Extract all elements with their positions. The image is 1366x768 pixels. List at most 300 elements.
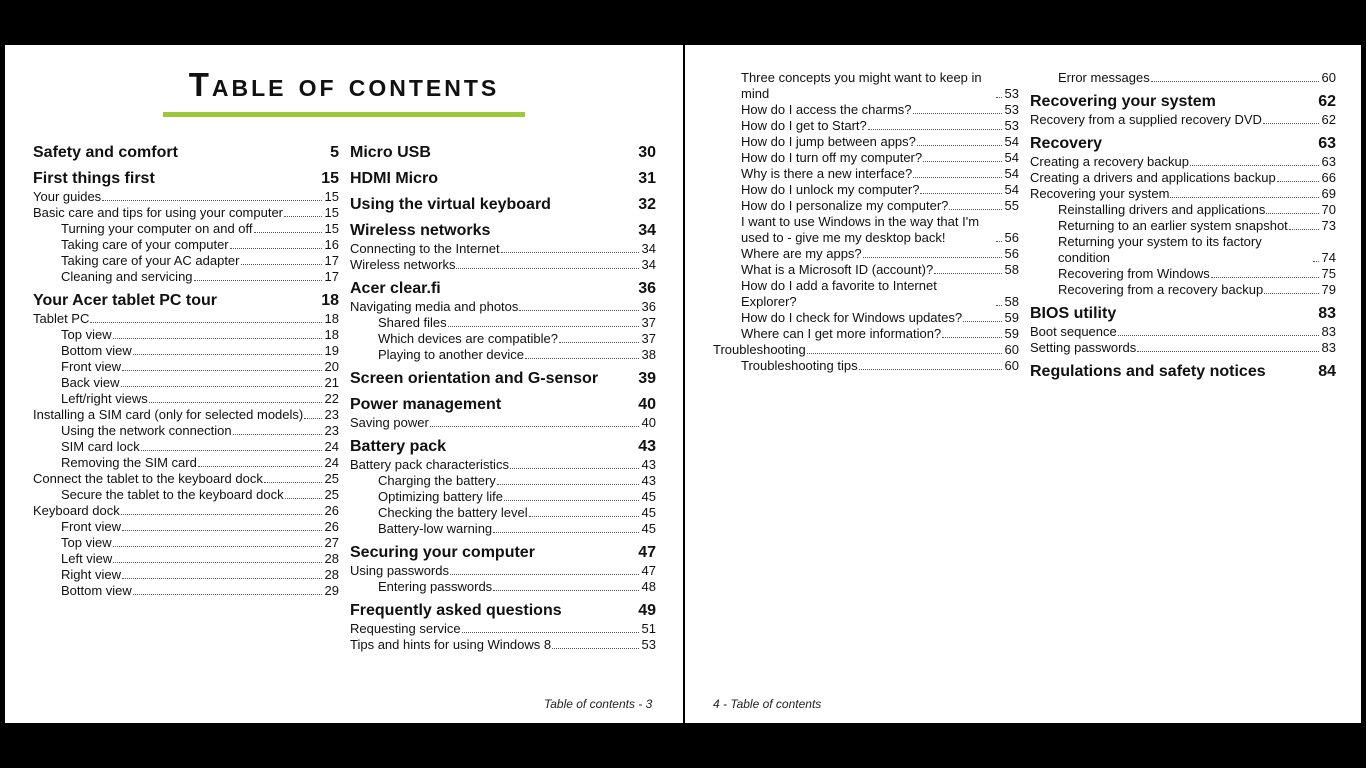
toc-entry[interactable] [1030,202,1336,218]
dot-leader [913,113,1002,114]
toc-entry-title: How do I personalize my computer? [741,198,949,213]
toc-entry-title: Top view [61,535,112,550]
toc-page-number: 37 [641,331,656,346]
toc-entry[interactable] [33,503,339,519]
toc-entry[interactable] [33,391,339,407]
toc-entry-title: Safety and comfort [33,144,178,161]
toc-page-number: 58 [1004,294,1019,309]
toc-entry[interactable] [713,310,1019,326]
toc-entry-title: Removing the SIM card [61,455,197,470]
dot-leader [133,354,322,355]
toc-page-number: 34 [641,257,656,272]
toc-entry[interactable] [350,257,656,273]
toc-entry[interactable] [350,637,656,653]
toc-heading[interactable] [33,143,339,163]
toc-entry-title: Taking care of your computer [61,237,229,252]
toc-entry-title: Using passwords [350,563,449,578]
toc-entry-title: Right view [61,567,121,582]
toc-entry-title: Recovering your system [1030,186,1170,201]
toc-page-number: 54 [1004,166,1019,181]
toc-entry-title: Which devices are compatible? [378,331,558,346]
toc-entry-title: Wireless networks [350,222,491,239]
toc-entry-title: Cleaning and servicing [61,269,193,284]
toc-heading[interactable] [33,291,339,311]
toc-page-number: 47 [638,544,656,561]
toc-page-number: 58 [1004,262,1019,277]
dot-leader [1190,165,1319,166]
toc-entry[interactable] [713,326,1019,342]
toc-entry[interactable] [33,311,339,327]
dot-leader [497,484,639,485]
toc-entry-title: Battery-low warning [378,521,493,536]
toc-entry[interactable] [350,315,656,331]
toc-entry-title: Recovering from a recovery backup [1058,282,1264,297]
dot-leader [1313,261,1319,262]
toc-entry-title: How do I get to Start? [741,118,867,133]
toc-entry-title: Bottom view [61,343,132,358]
toc-page-number: 28 [324,567,339,582]
toc-entry[interactable] [713,118,1019,134]
dot-leader [121,386,322,387]
toc-entry-title: First things first [33,170,155,187]
toc-page-number: 24 [324,455,339,470]
toc-entry-title: Micro USB [350,144,431,161]
toc-page-number: 59 [1004,326,1019,341]
toc-entry[interactable] [713,166,1019,182]
toc-page-number: 75 [1321,266,1336,281]
toc-page-number: 15 [324,221,339,236]
dot-leader [1263,123,1319,124]
dot-leader [859,369,1002,370]
toc-entry[interactable] [713,102,1019,118]
dot-leader [149,402,322,403]
dot-leader [462,632,639,633]
dot-leader [552,648,638,649]
toc-page-number: 15 [321,170,339,187]
toc-page-number: 34 [641,241,656,256]
toc-entry-title: Troubleshooting tips [741,358,858,373]
toc-entry-title: How do I unlock my computer? [741,182,920,197]
dot-leader [504,500,639,501]
toc-entry-title: Connect the tablet to the keyboard dock [33,471,263,486]
dot-leader [1266,213,1318,214]
toc-entry-title: How do I add a favorite to Internet Explorer? [741,278,937,309]
toc-entry-title: Creating a drivers and applications backup [1030,170,1276,185]
toc-page-number: 56 [1004,230,1019,245]
toc-heading[interactable] [33,169,339,189]
toc-heading[interactable] [1030,304,1336,324]
toc-page-number: 36 [638,280,656,297]
dot-leader [863,257,1002,258]
toc-entry[interactable] [33,423,339,439]
toc-page-number: 18 [324,327,339,342]
dot-leader [1118,335,1319,336]
toc-entry-title: Reinstalling drivers and applications [1058,202,1266,217]
toc-page-number: 54 [1004,150,1019,165]
toc-entry[interactable] [33,455,339,471]
toc-entry[interactable] [713,262,1019,278]
toc-entry-title: How do I jump between apps? [741,134,916,149]
toc-entry-title: Using the virtual keyboard [350,196,551,213]
toc-entry-title: How do I check for Windows updates? [741,310,963,325]
dot-leader [284,216,322,217]
toc-heading[interactable] [350,143,656,163]
toc-entry[interactable] [33,269,339,285]
toc-page-number: 51 [641,621,656,636]
toc-page-number: 17 [324,253,339,268]
toc-entry-title: Requesting service [350,621,461,636]
toc-entry[interactable] [33,535,339,551]
dot-leader [141,450,322,451]
dot-leader [525,358,639,359]
toc-entry[interactable] [33,487,339,503]
toc-page-number: 55 [1004,198,1019,213]
toc-entry-title: Recovery from a supplied recovery DVD [1030,112,1262,127]
toc-entry-title: Acer clear.fi [350,280,441,297]
toc-entry[interactable] [33,343,339,359]
dot-leader [430,426,639,427]
toc-entry-title: Bottom view [61,583,132,598]
toc-entry[interactable] [713,342,1019,358]
toc-entry-title: Tablet PC [33,311,90,326]
toc-entry[interactable] [350,489,656,505]
toc-entry[interactable] [1030,186,1336,202]
toc-entry[interactable] [1030,154,1336,170]
toc-page-number: 49 [638,602,656,619]
toc-page-number: 21 [324,375,339,390]
toc-page-number: 63 [1318,135,1336,152]
toc-heading[interactable] [350,437,656,457]
dot-leader [254,232,322,233]
toc-entry[interactable] [713,198,1019,214]
toc-entry[interactable] [1030,218,1336,234]
toc-entry-title: Playing to another device [378,347,524,362]
toc-entry[interactable] [33,551,339,567]
dot-leader [949,209,1001,210]
toc-heading[interactable] [350,169,656,189]
dot-leader [493,590,638,591]
toc-page-number: 15 [324,189,339,204]
toc-page-number: 53 [641,637,656,652]
toc-entry[interactable] [350,241,656,257]
dot-leader [1264,293,1318,294]
toc-page-number: 53 [1004,86,1019,101]
toc-entry[interactable] [33,253,339,269]
toc-entry[interactable] [350,621,656,637]
toc-page-number: 73 [1321,218,1336,233]
toc-entry[interactable] [713,214,1019,246]
toc-entry-title: Navigating media and photos [350,299,519,314]
toc-entry[interactable] [350,415,656,431]
toc-page-number: 15 [324,205,339,220]
toc-page-number: 5 [330,144,339,161]
toc-page-number: 53 [1004,118,1019,133]
toc-page-number: 17 [324,269,339,284]
toc-entry[interactable] [350,505,656,521]
toc-entry-title: Troubleshooting [713,342,806,357]
toc-entry-title: Top view [61,327,112,342]
dot-leader [1137,351,1318,352]
toc-entry-title: Tips and hints for using Windows 8 [350,637,552,652]
toc-page-number: 47 [641,563,656,578]
toc-entry-title: Why is there a new interface? [741,166,913,181]
toc-entry-title: Optimizing battery life [378,489,503,504]
toc-page-number: 62 [1321,112,1336,127]
toc-entry[interactable] [713,358,1019,374]
toc-entry[interactable] [33,221,339,237]
toc-heading[interactable] [350,369,656,389]
dot-leader [194,280,322,281]
toc-entry-title: Recovering from Windows [1058,266,1210,281]
toc-entry[interactable] [713,70,1019,102]
toc-heading[interactable] [1030,92,1336,112]
toc-page-number: 16 [324,237,339,252]
toc-entry[interactable] [1030,266,1336,282]
toc-page-number: 43 [641,473,656,488]
toc-page-number: 54 [1004,134,1019,149]
toc-heading[interactable] [350,279,656,299]
toc-page-number: 24 [324,439,339,454]
toc-entry[interactable] [1030,234,1336,266]
toc-entry-title: Left view [61,551,113,566]
toc-page-number: 20 [324,359,339,374]
toc-entry-title: Connecting to the Internet [350,241,500,256]
dot-leader [233,434,322,435]
toc-entry-title: Where can I get more information? [741,326,942,341]
toc-entry-title: SIM card lock [61,439,140,454]
toc-heading[interactable] [1030,134,1336,154]
toc-page-number: 23 [324,407,339,422]
dot-leader [113,546,322,547]
toc-entry[interactable] [33,237,339,253]
toc-page-number: 84 [1318,363,1336,380]
dot-leader [934,273,1001,274]
toc-entry-title: Frequently asked questions [350,602,562,619]
toc-page-number: 53 [1004,102,1019,117]
toc-page-number: 45 [641,489,656,504]
toc-page-number: 48 [641,579,656,594]
toc-entry[interactable] [350,579,656,595]
toc-entry[interactable] [350,473,656,489]
toc-entry-title: Secure the tablet to the keyboard dock [61,487,284,502]
toc-page-number: 70 [1321,202,1336,217]
toc-entry-title: Boot sequence [1030,324,1117,339]
toc-page-number: 38 [641,347,656,362]
toc-page-number: 40 [641,415,656,430]
toc-page-number: 39 [638,370,656,387]
dot-leader [450,574,639,575]
toc-heading[interactable] [350,543,656,563]
toc-page-number: 59 [1004,310,1019,325]
toc-page-number: 29 [324,583,339,598]
toc-entry-title: Where are my apps? [741,246,862,261]
dot-leader [198,466,322,467]
toc-page-number: 19 [324,343,339,358]
toc-heading[interactable] [350,601,656,621]
toc-entry[interactable] [33,519,339,535]
dot-leader [122,578,322,579]
toc-entry[interactable] [33,471,339,487]
toc-entry[interactable] [350,331,656,347]
dot-leader [510,468,639,469]
dot-leader [559,342,639,343]
dot-leader [519,310,638,311]
toc-page-number: 60 [1004,358,1019,373]
page-footer-right: 4 - Table of contents [713,697,822,711]
toc-entry[interactable] [33,375,339,391]
toc-page-number: 22 [324,391,339,406]
toc-entry[interactable] [713,278,1019,310]
toc-page-number: 45 [641,521,656,536]
toc-entry-title: Creating a recovery backup [1030,154,1189,169]
dot-leader [102,200,321,201]
toc-entry[interactable] [33,327,339,343]
toc-page-number: 37 [641,315,656,330]
toc-entry-title: Recovering your system [1030,93,1216,110]
dot-leader [456,268,638,269]
dot-leader [529,516,639,517]
toc-page-number: 62 [1318,93,1336,110]
toc-entry-title: Your Acer tablet PC tour [33,292,218,309]
toc-entry[interactable] [350,299,656,315]
dot-leader [1289,229,1319,230]
toc-page-number: 27 [324,535,339,550]
toc-entry[interactable] [1030,324,1336,340]
toc-entry-title: What is a Microsoft ID (account)? [741,262,934,277]
toc-page-number: 83 [1321,324,1336,339]
toc-page-number: 83 [1318,305,1336,322]
toc-entry[interactable] [1030,70,1336,86]
toc-entry-title: BIOS utility [1030,305,1117,322]
dot-leader [493,532,638,533]
toc-entry[interactable] [350,457,656,473]
dot-leader [90,322,321,323]
toc-page-number: 56 [1004,246,1019,261]
toc-entry[interactable] [713,134,1019,150]
toc-entry-title: Battery pack [350,438,447,455]
toc-page-number: 32 [638,196,656,213]
toc-entry[interactable] [33,439,339,455]
page-title: Table of contents [188,66,500,103]
dot-leader [230,248,322,249]
toc-entry-title: Charging the battery [378,473,496,488]
toc-page-number: 66 [1321,170,1336,185]
dot-leader [996,241,1002,242]
toc-column-3 [713,70,1019,374]
toc-entry[interactable] [1030,340,1336,356]
toc-entry[interactable] [33,359,339,375]
toc-entry[interactable] [713,150,1019,166]
toc-entry[interactable] [33,189,339,205]
toc-entry[interactable] [33,205,339,221]
toc-entry[interactable] [350,563,656,579]
toc-page-number: 18 [324,311,339,326]
toc-heading[interactable] [350,195,656,215]
page-footer-left: Table of contents - 3 [544,697,653,711]
toc-entry[interactable] [1030,282,1336,298]
toc-entry-title: Back view [61,375,120,390]
toc-entry[interactable] [350,347,656,363]
dot-leader [501,252,639,253]
dot-leader [920,193,1001,194]
toc-column-1 [33,143,339,599]
dot-leader [913,177,1001,178]
toc-entry[interactable] [1030,112,1336,128]
toc-entry[interactable] [1030,170,1336,186]
dot-leader [917,145,1002,146]
toc-entry[interactable] [713,246,1019,262]
toc-column-2 [350,143,656,653]
dot-leader [448,326,639,327]
toc-entry-title: Using the network connection [61,423,232,438]
dot-leader [942,337,1001,338]
toc-page-number: 40 [638,396,656,413]
toc-page-number: 28 [324,551,339,566]
toc-entry-title: Regulations and safety notices [1030,363,1266,380]
toc-page-number: 60 [1004,342,1019,357]
toc-entry-title: How do I turn off my computer? [741,150,923,165]
toc-entry-title: Wireless networks [350,257,456,272]
toc-entry-title: Securing your computer [350,544,535,561]
dot-leader [1151,81,1319,82]
toc-entry-title: Left/right views [61,391,148,406]
toc-entry-title: Returning your system to its factory condition [1058,234,1262,265]
toc-entry[interactable] [713,182,1019,198]
toc-entry-title: Setting passwords [1030,340,1137,355]
toc-page-number: 79 [1321,282,1336,297]
toc-entry[interactable] [33,567,339,583]
toc-entry-title: Saving power [350,415,429,430]
toc-entry-title: HDMI Micro [350,170,438,187]
toc-page-number: 18 [321,292,339,309]
toc-entry-title: Error messages [1058,70,1150,85]
toc-heading[interactable] [1030,362,1336,382]
toc-entry-title: Turning your computer on and off [61,221,253,236]
toc-entry-title: Screen orientation and G-sensor [350,370,599,387]
toc-page-number: 60 [1321,70,1336,85]
toc-entry[interactable] [33,407,339,423]
toc-entry[interactable] [350,521,656,537]
toc-entry-title: Recovery [1030,135,1103,152]
toc-page-number: 34 [638,222,656,239]
toc-entry-title: How do I access the charms? [741,102,912,117]
toc-page-number: 43 [638,438,656,455]
dot-leader [113,562,321,563]
dot-leader [1277,181,1319,182]
toc-page-number: 74 [1321,250,1336,265]
toc-page-number: 30 [638,144,656,161]
toc-entry-title: Basic care and tips for using your computer [33,205,284,220]
toc-entry-title: Keyboard dock [33,503,120,518]
toc-column-4 [1030,70,1336,382]
toc-entry[interactable] [33,583,339,599]
dot-leader [996,97,1002,98]
title-underline [163,112,525,117]
dot-leader [996,305,1002,306]
toc-page-number: 31 [638,170,656,187]
toc-entry-title: Front view [61,359,121,374]
toc-heading[interactable] [350,221,656,241]
toc-entry-title: Power management [350,396,502,413]
toc-page-number: 26 [324,503,339,518]
toc-entry-title: Your guides [33,189,102,204]
toc-entry-title: Taking care of your AC adapter [61,253,240,268]
toc-page-number: 43 [641,457,656,472]
toc-page-number: 45 [641,505,656,520]
toc-entry-title: Shared files [378,315,447,330]
dot-leader [264,482,322,483]
toc-heading[interactable] [350,395,656,415]
